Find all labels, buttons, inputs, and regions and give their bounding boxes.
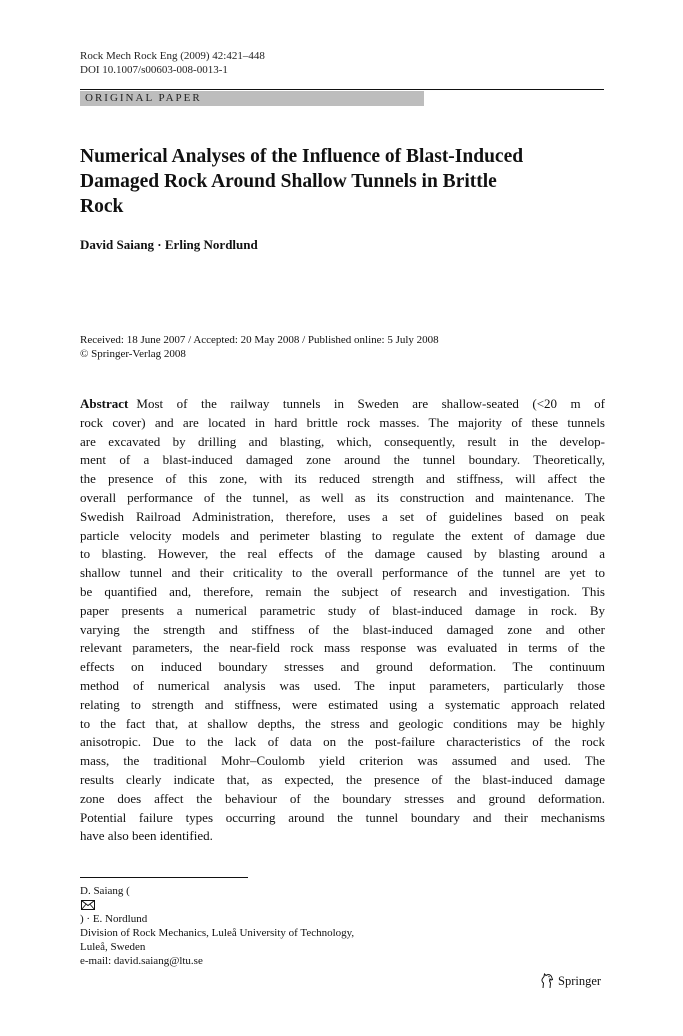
author-footnote <box>80 884 354 968</box>
abstract-line: are excavated by drilling and blasting, which, consequently, result in the develop- <box>80 433 605 449</box>
abstract-line: varying the strength and stiffness of the blast-induced damaged zone and other <box>80 621 605 637</box>
article-type-banner: ORIGINAL PAPER <box>80 91 424 106</box>
abstract-line: overall performance of the tunnel, as well as its construction and maintenance. The <box>80 489 605 505</box>
footnote-rule <box>80 877 248 878</box>
abstract-line: to blasting. However, the real effects of the damage caused by blasting around a <box>80 546 605 562</box>
abstract-line: method of numerical analysis was used. The input parameters, particularly those <box>80 677 605 693</box>
coauthor-name: ) · E. Nordlund <box>80 913 148 925</box>
abstract-line: have also been identified. <box>80 828 213 844</box>
affiliation: Division of Rock Mechanics, Luleå University of Technology, <box>80 927 355 939</box>
abstract-line: the presence of this zone, with its reduced strength and stiffness, will affect the <box>80 471 605 487</box>
abstract-line: be quantified and, therefore, remain the subject of research and investigation. This <box>80 583 605 599</box>
title-line: Numerical Analyses of the Influence of Blast-Induced <box>80 146 524 167</box>
journal-citation: Rock Mech Rock Eng (2009) 42:421–448 <box>80 50 265 62</box>
abstract-line: paper presents a numerical parametric study of blast-induced damage in rock. By <box>80 602 605 618</box>
abstract <box>80 395 605 846</box>
author-name: D. Saiang ( <box>80 885 130 897</box>
abstract-line: Swedish Railroad Administration, therefore, uses a set of guidelines based on peak <box>80 508 605 524</box>
envelope-icon <box>81 900 95 910</box>
abstract-line: results clearly indicate that, as expected, the presence of the blast-induced damage <box>80 771 605 787</box>
abstract-line: shallow tunnel and their criticality to the overall performance of the tunnel are yet to <box>80 565 605 581</box>
abstract-line: mass, the traditional Mohr–Coulomb yield criterion was assumed and used. The <box>80 753 605 769</box>
abstract-line: relating to strength and stiffness, were estimated using a systematic approach related <box>80 696 605 712</box>
title-line: Damaged Rock Around Shallow Tunnels in Brittle <box>80 171 497 192</box>
abstract-line: relevant parameters, the near-field rock mass response was evaluated in terms of the <box>80 640 605 656</box>
abstract-line <box>80 395 605 414</box>
abstract-line: anisotropic. Due to the lack of data on the post-failure characteristics of the rock <box>80 734 605 750</box>
title-line: Rock <box>80 196 124 217</box>
copyright-line: © Springer-Verlag 2008 <box>80 348 186 360</box>
abstract-line: particle velocity models and perimeter blasting to regulate the extent of damage due <box>80 527 605 543</box>
publisher-mark <box>540 973 601 989</box>
email: e-mail: david.saiang@ltu.se <box>80 955 203 967</box>
location: Luleå, Sweden <box>80 941 146 953</box>
journal-doi: DOI 10.1007/s00603-008-0013-1 <box>80 64 228 76</box>
abstract-line: ment of a blast-induced damaged zone around the tunnel boundary. Theoretically, <box>80 452 605 468</box>
header-rule <box>80 89 604 90</box>
history-dates: Received: 18 June 2007 / Accepted: 20 May 2008 / Published online: 5 July 2008 <box>80 334 439 346</box>
article-title <box>80 144 600 219</box>
abstract-line: effects on induced boundary stresses and ground deformation. The continuum <box>80 659 605 675</box>
abstract-line: Potential failure types occurring around the tunnel boundary and their mechanisms <box>80 809 605 825</box>
publisher-name: Springer <box>558 973 602 988</box>
corresponding-author-line <box>80 884 354 926</box>
abstract-label: Abstract <box>80 396 129 411</box>
springer-horse-icon <box>540 973 554 989</box>
author-list: David Saiang · Erling Nordlund <box>80 237 258 252</box>
abstract-line: to the fact that, at shallow depths, the stress and geologic conditions may be highly <box>80 715 605 731</box>
abstract-line: zone does affect the behaviour of the boundary stresses and ground deformation. <box>80 790 605 806</box>
abstract-line: rock cover) and are located in hard brittle rock masses. The majority of these tunnels <box>80 414 605 430</box>
publication-history <box>80 333 439 361</box>
abstract-first-line: Most of the railway tunnels in Sweden are shallow-seated (<20 m of <box>136 396 605 411</box>
